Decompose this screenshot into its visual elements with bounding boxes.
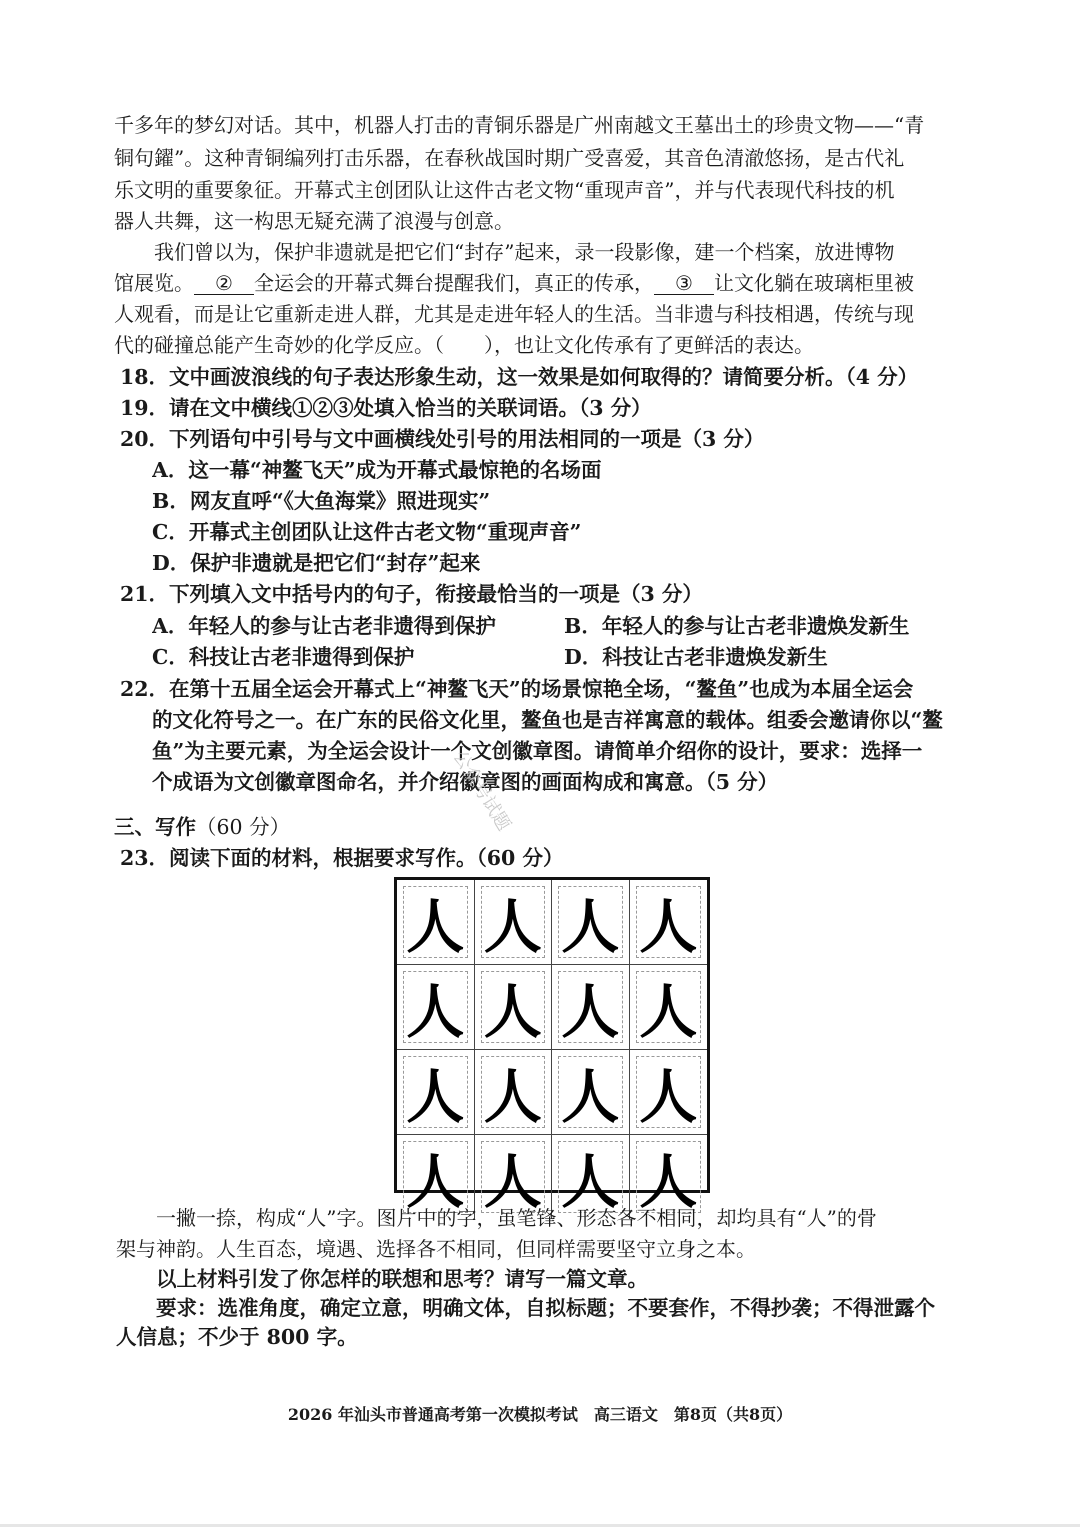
ren-character: 人 — [639, 893, 698, 961]
ren-character: 人 — [639, 978, 698, 1046]
section-title: 三、写作 — [114, 815, 196, 839]
q20-option-b: B．网友直呼“《大鱼海棠》照进现实” — [152, 489, 491, 513]
watermark: 公众号试题 — [448, 747, 515, 835]
q21-option-d: D．科技让古老非遗焕发新生 — [564, 645, 828, 669]
passage-line: 铜句鑃”。这种青铜编列打击乐器，在春秋战国时期广受喜爱，其音色清澈悠扬，是古代礼 — [114, 146, 905, 170]
material-line: 一撇一捺，构成“人”字。图片中的字，虽笔锋、形态各不相同，却均具有“人”的骨 — [156, 1206, 877, 1230]
question-22-line: 的文化符号之一。在广东的民俗文化里，鳌鱼也是吉祥寓意的载体。组委会邀请你以“鳌 — [152, 708, 943, 732]
question-20: 20．下列语句中引号与文中画横线处引号的用法相同的一项是（3 分） — [120, 427, 765, 451]
question-21: 21．下列填入文中括号内的句子，衔接最恰当的一项是（3 分） — [120, 582, 703, 606]
ren-character: 人 — [483, 1063, 542, 1131]
ren-character: 人 — [639, 1063, 698, 1131]
writing-requirements-line: 人信息；不少于 800 字。 — [116, 1325, 358, 1349]
ren-character: 人 — [561, 893, 620, 961]
question-19: 19．请在文中横线①②③处填入恰当的关联词语。（3 分） — [120, 396, 652, 420]
ren-character: 人 — [561, 1063, 620, 1131]
ren-character: 人 — [483, 978, 542, 1046]
passage-text: 馆展览。 — [114, 271, 194, 295]
q21-option-a: A．年轻人的参与让古老非遗得到保护 — [152, 614, 496, 638]
passage-line: 代的碰撞总能产生奇妙的化学反应。（ ），也让文化传承有了更鲜活的表达。 — [114, 333, 814, 357]
calligraphy-cell — [397, 880, 475, 965]
calligraphy-cell — [630, 965, 708, 1050]
q21-option-b: B．年轻人的参与让古老非遗焕发新生 — [564, 614, 910, 638]
passage-line-with-blanks — [114, 268, 950, 299]
ren-character: 人 — [639, 1148, 698, 1216]
calligraphy-cell — [475, 965, 553, 1050]
calligraphy-cell — [475, 1050, 553, 1135]
calligraphy-cell — [475, 880, 553, 965]
blank-3: ③ — [654, 272, 714, 295]
q20-option-d: D．保护非遗就是把它们“封存”起来 — [152, 551, 481, 575]
ren-character: 人 — [406, 1063, 465, 1131]
calligraphy-grid — [394, 877, 710, 1216]
page-footer: 2026 年汕头市普通高考第一次模拟考试 高三语文 第8页（共8页） — [287, 1405, 793, 1424]
calligraphy-cell — [552, 880, 630, 965]
section-writing-heading — [114, 812, 950, 843]
calligraphy-cell — [397, 965, 475, 1050]
ren-character: 人 — [406, 893, 465, 961]
calligraphy-cell — [630, 880, 708, 965]
question-22-line: 个成语为文创徽章图命名，并介绍徽章图的画面构成和寓意。（5 分） — [152, 770, 779, 794]
blank-2: ② — [194, 272, 254, 295]
question-22-line: 鱼”为主要元素，为全运会设计一个文创徽章图。请简单介绍你的设计，要求：选择一 — [152, 739, 923, 763]
q20-option-a: A．这一幕“神鳌飞天”成为开幕式最惊艳的名场面 — [152, 458, 602, 482]
passage-line: 人观看，而是让它重新走进人群，尤其是走进年轻人的生活。当非遗与科技相遇，传统与现 — [114, 302, 914, 326]
passage-text: 让文化躺在玻璃柜里被 — [714, 271, 914, 295]
passage-line: 器人共舞，这一构思无疑充满了浪漫与创意。 — [114, 209, 514, 233]
material-line: 架与神韵。人生百态，境遇、选择各不相同，但同样需要坚守立身之本。 — [116, 1237, 756, 1261]
passage-line: 千多年的梦幻对话。其中，机器人打击的青铜乐器是广州南越文王墓出土的珍贵文物——“青 — [114, 113, 925, 137]
ren-character: 人 — [483, 1148, 542, 1216]
ren-character: 人 — [483, 893, 542, 961]
writing-prompt: 以上材料引发了你怎样的联想和思考？请写一篇文章。 — [156, 1267, 648, 1291]
question-22-line: 22．在第十五届全运会开幕式上“神鳌飞天”的场景惊艳全场，“鳌鱼”也成为本届全运会 — [120, 677, 914, 701]
question-18: 18．文中画波浪线的句子表达形象生动，这一效果是如何取得的？请简要分析。（4 分） — [120, 365, 919, 389]
passage-line: 我们曾以为，保护非遗就是把它们“封存”起来，录一段影像，建一个档案，放进博物 — [154, 240, 895, 264]
calligraphy-cell — [630, 1050, 708, 1135]
ren-character: 人 — [561, 978, 620, 1046]
calligraphy-cell — [552, 1050, 630, 1135]
q21-option-c: C．科技让古老非遗得到保护 — [152, 645, 415, 669]
passage-text: 全运会的开幕式舞台提醒我们，真正的传承， — [254, 271, 654, 295]
writing-requirements-line: 要求：选准角度，确定立意，明确文体，自拟标题；不要套作，不得抄袭；不得泄露个 — [156, 1296, 935, 1320]
question-23: 23．阅读下面的材料，根据要求写作。（60 分） — [120, 846, 564, 870]
section-score: （60 分） — [196, 815, 291, 839]
ren-character: 人 — [406, 978, 465, 1046]
calligraphy-cell — [552, 965, 630, 1050]
passage-line: 乐文明的重要象征。开幕式主创团队让这件古老文物“重现声音”，并与代表现代科技的机 — [114, 178, 895, 202]
ren-character: 人 — [561, 1148, 620, 1216]
ren-character: 人 — [406, 1148, 465, 1216]
calligraphy-cell — [397, 1050, 475, 1135]
q20-option-c: C．开幕式主创团队让这件古老文物“重现声音” — [152, 520, 582, 544]
